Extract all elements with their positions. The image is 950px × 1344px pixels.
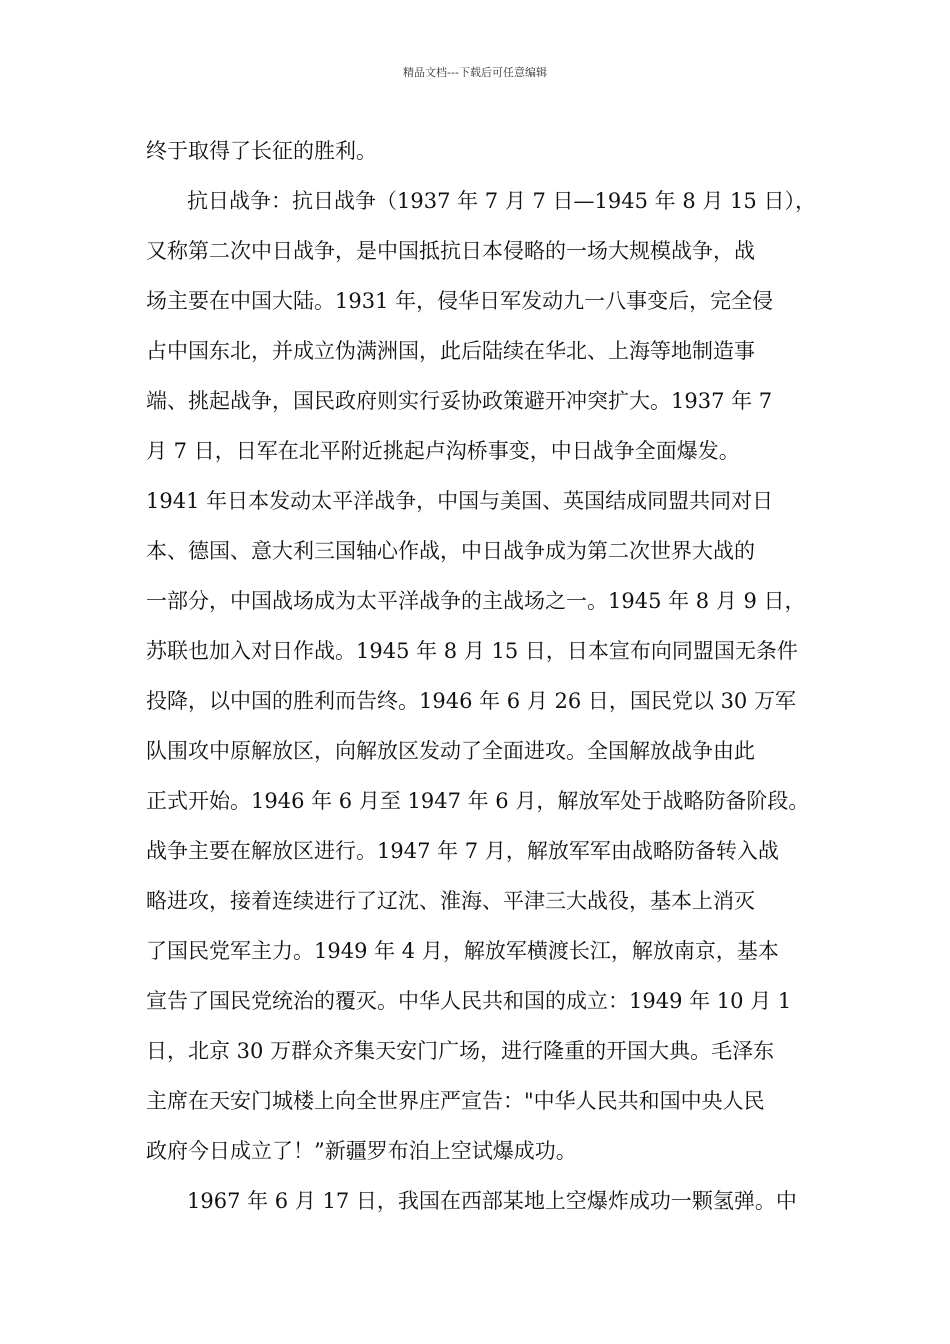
text-line: 投降，以中国的胜利而告终。1946 年 6 月 26 日，国民党以 30 万军 <box>146 689 796 713</box>
text-line: 略进攻，接着连续进行了辽沈、淮海、平津三大战役，基本上消灭 <box>146 889 755 913</box>
text-line: 宣告了国民党统治的覆灭。中华人民共和国的成立：1949 年 10 月 1 <box>146 989 792 1013</box>
text-line: 队围攻中原解放区，向解放区发动了全面进攻。全国解放战争由此 <box>146 739 755 763</box>
text-line: 政府今日成立了！”新疆罗布泊上空试爆成功。 <box>146 1139 577 1163</box>
text-line: 端、挑起战争，国民政府则实行妥协政策避开冲突扩大。1937 年 7 <box>146 389 773 413</box>
text-line: 场主要在中国大陆。1931 年，侵华日军发动九一八事变后，完全侵 <box>146 289 774 313</box>
text-line: 抗日战争：抗日战争（1937 年 7 月 7 日—1945 年 8 月 15 日）， <box>187 189 816 213</box>
text-line: 月 7 日，日军在北平附近挑起卢沟桥事变，中日战争全面爆发。 <box>146 439 740 463</box>
text-line: 又称第二次中日战争，是中国抵抗日本侵略的一场大规模战争，战 <box>146 239 755 263</box>
text-line: 战争主要在解放区进行。1947 年 7 月，解放军军由战略防备转入战 <box>146 839 779 863</box>
text-line: 占中国东北，并成立伪满洲国，此后陆续在华北、上海等地制造事 <box>146 339 755 363</box>
text-line: 主席在天安门城楼上向全世界庄严宣告："中华人民共和国中央人民 <box>146 1089 765 1113</box>
text-line: 了国民党军主力。1949 年 4 月，解放军横渡长江，解放南京，基本 <box>146 939 779 963</box>
text-line: 一部分，中国战场成为太平洋战争的主战场之一。1945 年 8 月 9 日， <box>146 589 806 613</box>
text-line: 苏联也加入对日作战。1945 年 8 月 15 日，日本宣布向同盟国无条件 <box>146 639 798 663</box>
page-header: 精品文档---下载后可任意编辑 <box>403 66 547 79</box>
text-line: 终于取得了长征的胜利。 <box>146 139 377 163</box>
text-line: 正式开始。1946 年 6 月至 1947 年 6 月，解放军处于战略防备阶段。 <box>146 789 810 813</box>
text-line: 1967 年 6 月 17 日，我国在西部某地上空爆炸成功一颗氢弹。中 <box>187 1189 797 1213</box>
text-line: 1941 年日本发动太平洋战争，中国与美国、英国结成同盟共同对日 <box>146 489 774 513</box>
text-line: 日，北京 30 万群众齐集天安门广场，进行隆重的开国大典。毛泽东 <box>146 1039 775 1063</box>
text-line: 本、德国、意大利三国轴心作战，中日战争成为第二次世界大战的 <box>146 539 755 563</box>
